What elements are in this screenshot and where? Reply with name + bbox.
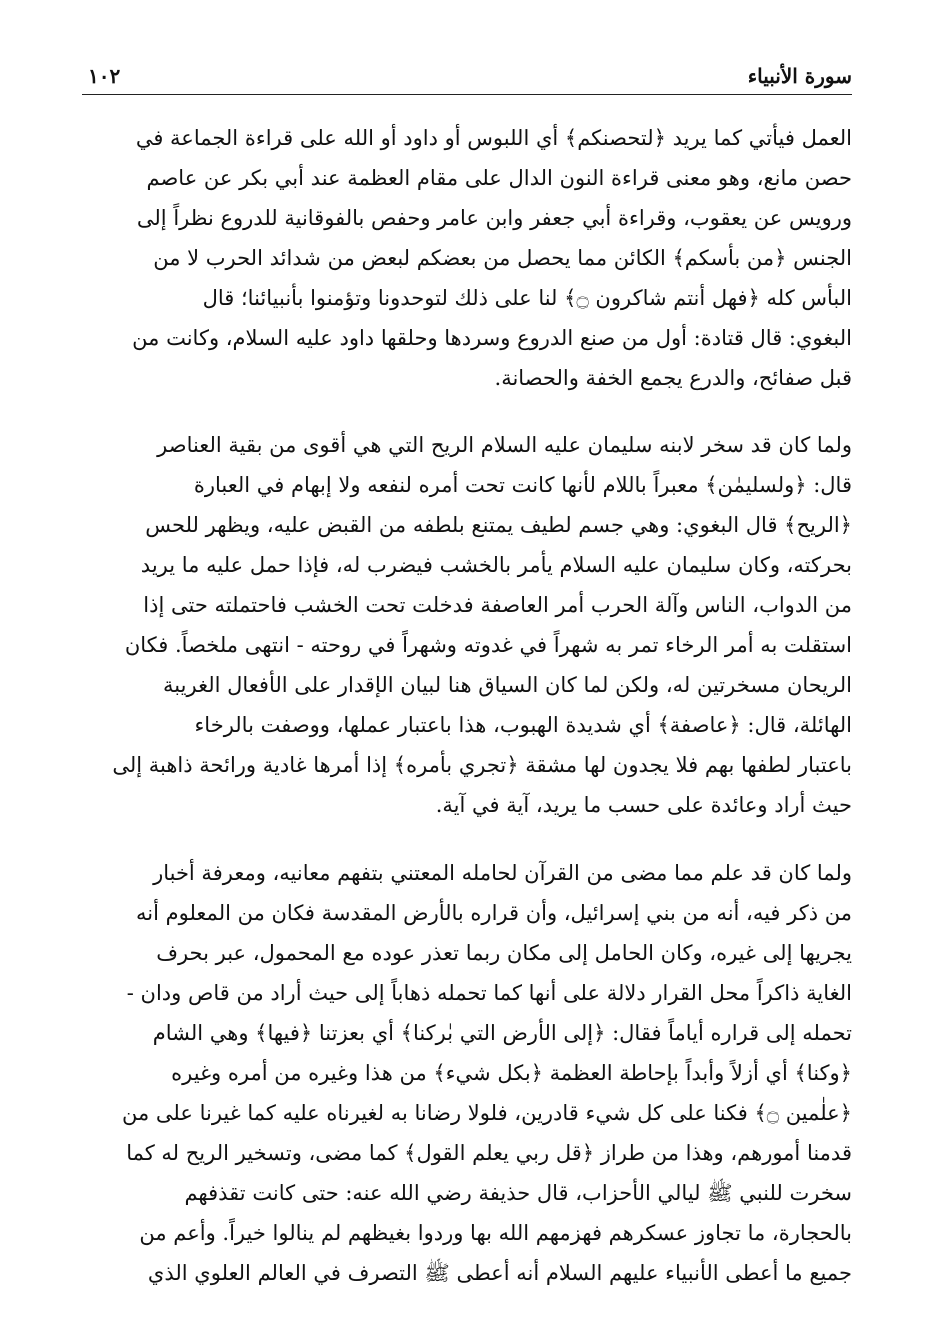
text-line: ﴿علٰمين ۝﴾ فكنا على كل شيء قادرين، فلولا رضانا به لغيرناه عليه كما غيرنا على من [122,1101,852,1125]
text-line: العمل فيأتي كما يريد ﴿لتحصنكم﴾ أي اللبوس أو داود أو الله على قراءة الجماعة في [135,126,852,150]
text-line: ﴿وكنا﴾ أي أزلاً وأبداً بإحاطة العظمة ﴿بكل شيء﴾ من هذا وغيره من أمره وغيره [171,1061,852,1085]
text-line: الجنس ﴿من بأسكم﴾ الكائن مما يحصل من بعضكم لبعض من شدائد الحرب لا من [153,246,852,270]
text-line: بحركته، وكان سليمان عليه السلام يأمر بالخشب فيضرب له، فإذا حمل عليه ما يريد [140,553,852,577]
text-line: ولما كان قد علم مما مضى من القرآن لحامله المعتني بتفهم معانيه، ومعرفة أخبار [153,861,852,885]
surah-title: سورة الأنبياء [747,64,852,88]
text-line: الريحان مسخرتين له، ولكن لما كان السياق هنا لبيان الإقدار على الأفعال الغريبة [163,673,852,697]
text-line: حصن مانع، وهو معنى قراءة النون الدال على مقام العظمة عند أبي بكر عن عاصم [146,166,852,190]
text-line: يجريها إلى غيره، وكان الحامل إلى مكان ربما تعذر عوده مع المحمول، عبر بحرف [156,941,852,965]
text-line: من الدواب، الناس وآلة الحرب أمر العاصفة فدخلت تحت الخشب فاحتملته حتى إذا [143,593,852,617]
text-line: بالحجارة، ما تجاوز عسكرهم فهزمهم الله بها وردوا بغيظهم لم ينالوا خيراً. وأعم من [139,1221,852,1245]
text-line: ﴿الريح﴾ قال البغوي: وهي جسم لطيف يمتنع بلطفه من القبض عليه، ويظهر للحس [145,513,852,537]
text-line: تحمله إلى قراره أياماً فقال: ﴿إلى الأرض التي بٰركنا﴾ أي بعزتنا ﴿فيها﴾ وهي الشام [152,1021,852,1045]
text-line: سخرت للنبي ﷺ ليالي الأحزاب، قال حذيفة رضي الله عنه: حتى كانت تقذفهم [184,1181,852,1205]
text-line: باعتبار لطفها بهم فلا يجدون لها مشقة ﴿تجري بأمره﴾ إذا أمرها غادية ورائحة ذاهبة إلى [112,753,852,777]
paragraph-1 [82,118,852,398]
text-line: من ذكر فيه، أنه من بني إسرائيل، وأن قراره بالأرض المقدسة فكان من المعلوم أنه [136,901,852,925]
text-line: حيث أراد وعائدة على حسب ما يريد، آية في آية. [435,793,852,817]
paragraph-3 [82,853,852,1293]
page-header [82,58,852,95]
text-line: جميع ما أعطى الأنبياء عليهم السلام أنه أعطى ﷺ التصرف في العالم العلوي الذي [147,1261,852,1285]
text-line: قبل صفائح، والدرع يجمع الخفة والحصانة. [494,366,852,390]
text-line: ولما كان قد سخر لابنه سليمان عليه السلام الريح التي هي أقوى من بقية العناصر [157,433,852,457]
text-line: البأس كله ﴿فهل أنتم شاكرون ۝﴾ لنا على ذلك لتوحدونا وتؤمنوا بأنبيائنا؛ قال [202,286,852,310]
text-line: ورويس عن يعقوب، وقراءة أبي جعفر وابن عامر وحفص بالفوقانية للدروع نظراً إلى [136,206,852,230]
text-line: استقلت به أمر الرخاء تمر به شهراً في غدوته وشهراً في روحته - انتهى ملخصاً. فكان [124,633,852,657]
text-line: الهائلة، قال: ﴿عاصفة﴾ أي شديدة الهبوب، هذا باعتبار عملها، ووصفت بالرخاء [194,713,852,737]
page-number: ١٠٢ [88,64,121,88]
paragraph-2 [82,425,852,825]
text-line: الغاية ذاكراً محل القرار دلالة على أنها كما تحمله ذهاباً إلى حيث أراد من قاص ودان - [126,981,852,1005]
text-line: قال: ﴿ولسليمٰن﴾ معبراً باللام لأنها كانت تحت أمره لنفعه ولا إبهام في العبارة [193,473,852,497]
text-line: قدمنا أمورهم، وهذا من طراز ﴿قل ربي يعلم القول﴾ كما مضى، وتسخير الريح له كما [126,1141,852,1165]
text-line: البغوي: قال قتادة: أول من صنع الدروع وسردها وحلقها داود عليه السلام، وكانت من [132,326,852,350]
